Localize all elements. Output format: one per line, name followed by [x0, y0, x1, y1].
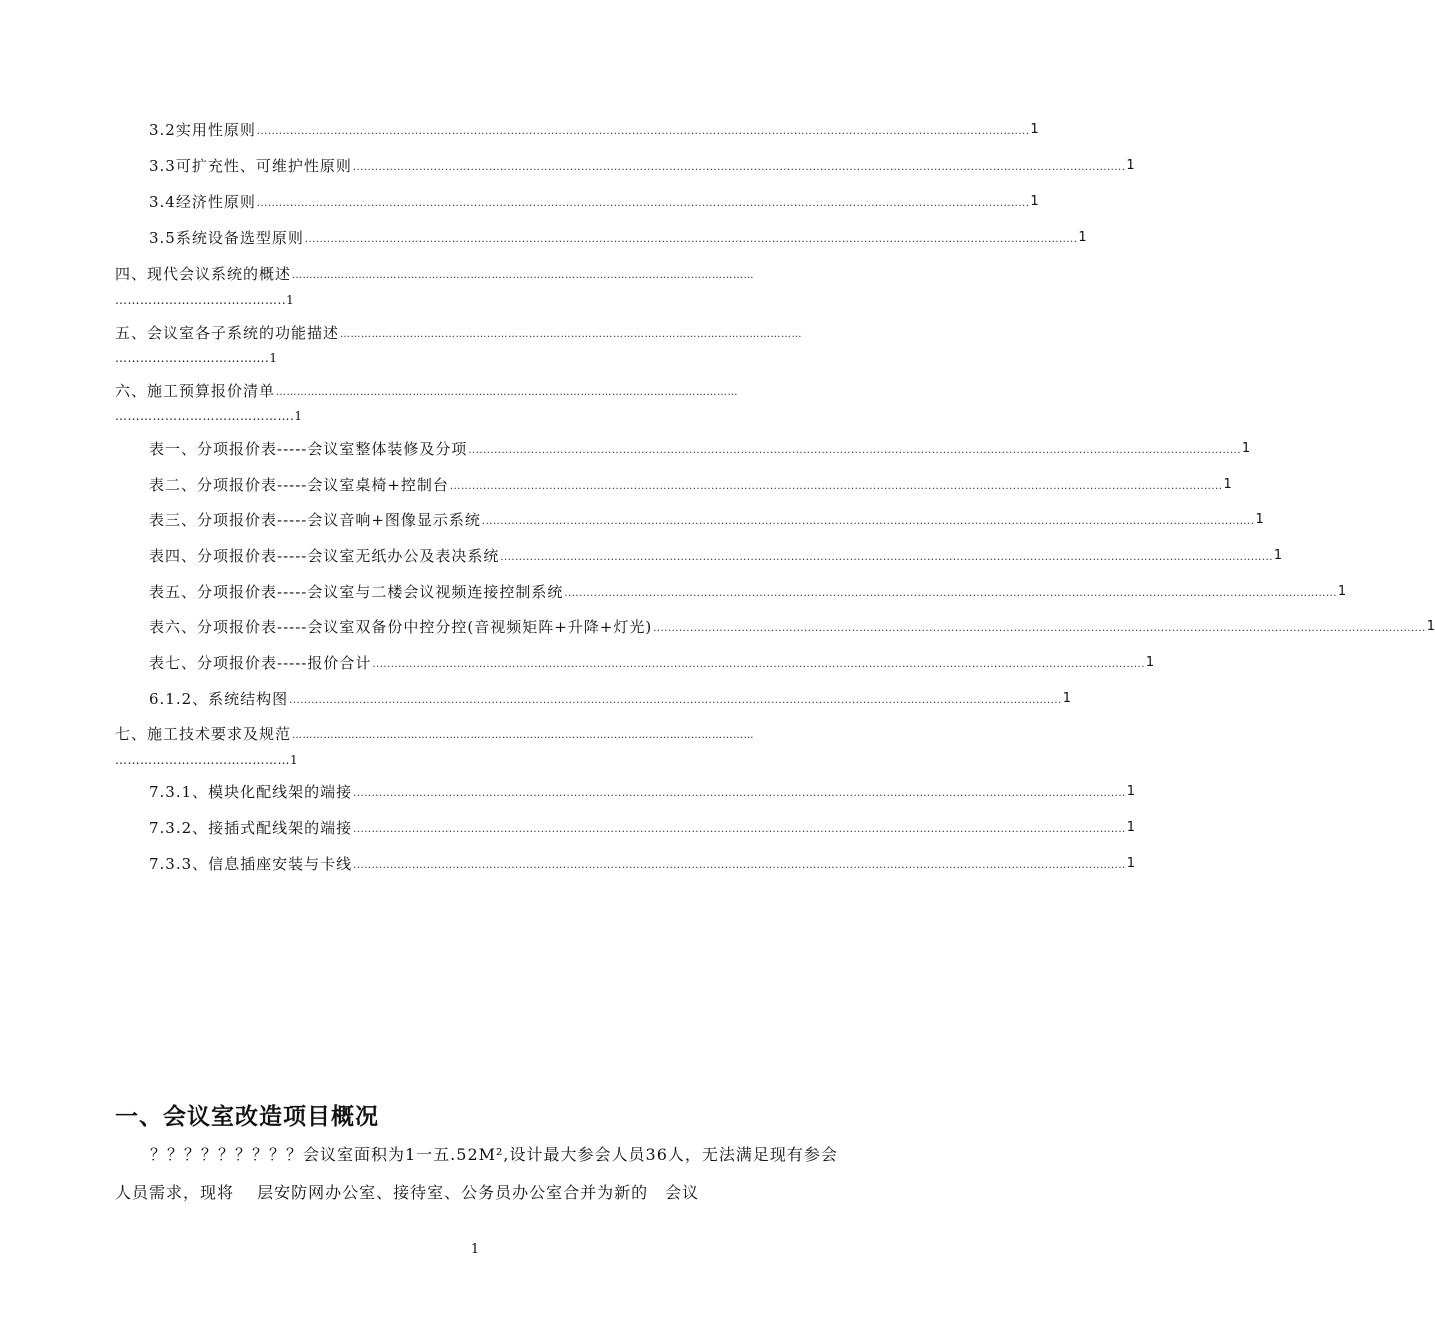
toc-leader: ..................................................................................................................................................................................................................: [256, 126, 1030, 137]
toc-section-4[interactable]: [115, 263, 835, 285]
toc-section-5-tail: ……………………………….1: [115, 351, 278, 365]
toc-section-label: 四、现代会议系统的概述: [115, 265, 292, 283]
toc-page-number: 1: [1126, 784, 1135, 799]
toc-leader: ……………………………………………………………………………………………………………………: [276, 387, 739, 398]
toc-leader: ..................................................................................................................................................................................................................: [653, 623, 1426, 634]
toc-section-7[interactable]: [115, 723, 835, 745]
toc-entry-table-4[interactable]: [149, 545, 1283, 567]
toc-leader: ..................................................................................................................................................................................................................: [372, 659, 1145, 670]
toc-entry-3-3[interactable]: [149, 155, 1135, 177]
toc-leader: ..................................................................................................................................................................................................................: [500, 552, 1273, 563]
toc-page-number: 1: [1145, 655, 1155, 670]
toc-entry-table-7[interactable]: [149, 652, 1155, 674]
toc-section-6[interactable]: [115, 380, 835, 402]
toc-leader: ..................................................................................................................................................................................................................: [564, 588, 1337, 599]
toc-entry-table-6[interactable]: [149, 616, 1435, 638]
toc-entry-label: 表七、分项报价表-----报价合计: [149, 654, 372, 672]
toc-section-label: 七、施工技术要求及规范: [115, 725, 292, 743]
toc-page-number: 1: [1241, 441, 1251, 456]
toc-entry-7-3-2[interactable]: [149, 817, 1135, 839]
toc-leader: ..................................................................................................................................................................................................................: [353, 788, 1126, 799]
toc-leader: ..................................................................................................................................................................................................................: [256, 198, 1030, 209]
toc-page-number: 1: [1062, 691, 1071, 706]
toc-leader: ..................................................................................................................................................................................................................: [468, 445, 1241, 456]
toc-leader: ……………………………………………………………………………………………………………………: [292, 730, 755, 741]
toc-leader: ..................................................................................................................................................................................................................: [481, 516, 1255, 527]
toc-entry-3-5[interactable]: [149, 227, 1087, 249]
toc-leader: ..................................................................................................................................................................................................................: [289, 695, 1062, 706]
toc-entry-label: 3.3可扩充性、可维护性原则: [149, 157, 352, 175]
toc-entry-label: 表五、分项报价表-----会议室与二楼会议视频连接控制系统: [149, 583, 564, 601]
toc-section-7-tail: ……………………………………1: [115, 753, 299, 767]
toc-page-number: 1: [1337, 584, 1347, 599]
toc-entry-label: 表一、分项报价表-----会议室整体装修及分项: [149, 440, 468, 458]
toc-entry-6-1-2[interactable]: [149, 688, 1071, 710]
page-number: 1: [470, 1242, 480, 1257]
toc-section-4-tail: …………………………………..1: [115, 293, 295, 307]
toc-entry-label: 6.1.2、系统结构图: [149, 690, 289, 708]
toc-leader: ……………………………………………………………………………………………………………………: [292, 270, 755, 281]
toc-leader: ……………………………………………………………………………………………………………………: [340, 329, 803, 340]
toc-section-label: 五、会议室各子系统的功能描述: [115, 324, 340, 342]
toc-entry-label: 表三、分项报价表-----会议音响+图像显示系统: [149, 511, 481, 529]
toc-leader: ..................................................................................................................................................................................................................: [304, 234, 1078, 245]
toc-entry-table-5[interactable]: [149, 581, 1347, 603]
toc-entry-table-3[interactable]: [149, 509, 1264, 531]
toc-page-number: 1: [1126, 158, 1135, 173]
toc-entry-3-2[interactable]: [149, 119, 1039, 141]
toc-page-number: 1: [1223, 477, 1232, 492]
toc-leader: ..................................................................................................................................................................................................................: [353, 860, 1126, 871]
toc-page-number: 1: [1426, 619, 1435, 634]
toc-page-number: 1: [1273, 548, 1283, 563]
toc-page-number: 1: [1030, 122, 1039, 137]
toc-page-number: 1: [1078, 230, 1087, 245]
section-heading: 一、会议室改造项目概况: [115, 1104, 379, 1130]
toc-entry-label: 表二、分项报价表-----会议室桌椅+控制台: [149, 476, 449, 494]
toc-entry-label: 7.3.2、接插式配线架的端接: [149, 819, 353, 837]
toc-entry-label: 7.3.3、信息插座安装与卡线: [149, 855, 353, 873]
body-paragraph: ？？？？？？？？？会议室面积为1一五.52M²,设计最大参会人员36人，无法满足现有参会人员需求，现将 层安防网办公室、接待室、公务员办公室合并为新的 会议: [115, 1145, 838, 1202]
toc-page-number: 1: [1255, 512, 1264, 527]
toc-entry-7-3-3[interactable]: [149, 853, 1135, 875]
toc-leader: ..................................................................................................................................................................................................................: [353, 824, 1126, 835]
toc-entry-table-2[interactable]: [149, 474, 1232, 496]
toc-page-number: 1: [1126, 856, 1135, 871]
toc-section-5[interactable]: [115, 322, 835, 344]
toc-entry-label: 表四、分项报价表-----会议室无纸办公及表决系统: [149, 547, 500, 565]
toc-page-number: 1: [1126, 820, 1135, 835]
toc-section-label: 六、施工预算报价清单: [115, 382, 276, 400]
toc-entry-label: 3.5系统设备选型原则: [149, 229, 304, 247]
toc-entry-3-4[interactable]: [149, 191, 1039, 213]
toc-entry-label: 3.2实用性原则: [149, 121, 256, 139]
toc-entry-table-1[interactable]: [149, 438, 1251, 460]
toc-entry-label: 7.3.1、模块化配线架的端接: [149, 783, 353, 801]
toc-entry-label: 3.4经济性原则: [149, 193, 256, 211]
toc-entry-label: 表六、分项报价表-----会议室双备份中控分控(音视频矩阵+升降+灯光): [149, 618, 653, 636]
toc-entry-7-3-1[interactable]: [149, 781, 1135, 803]
toc-leader: ..................................................................................................................................................................................................................: [352, 162, 1126, 173]
toc-section-6-tail: …………………………………….1: [115, 409, 303, 423]
toc-page-number: 1: [1030, 194, 1039, 209]
toc-leader: ..................................................................................................................................................................................................................: [449, 481, 1223, 492]
